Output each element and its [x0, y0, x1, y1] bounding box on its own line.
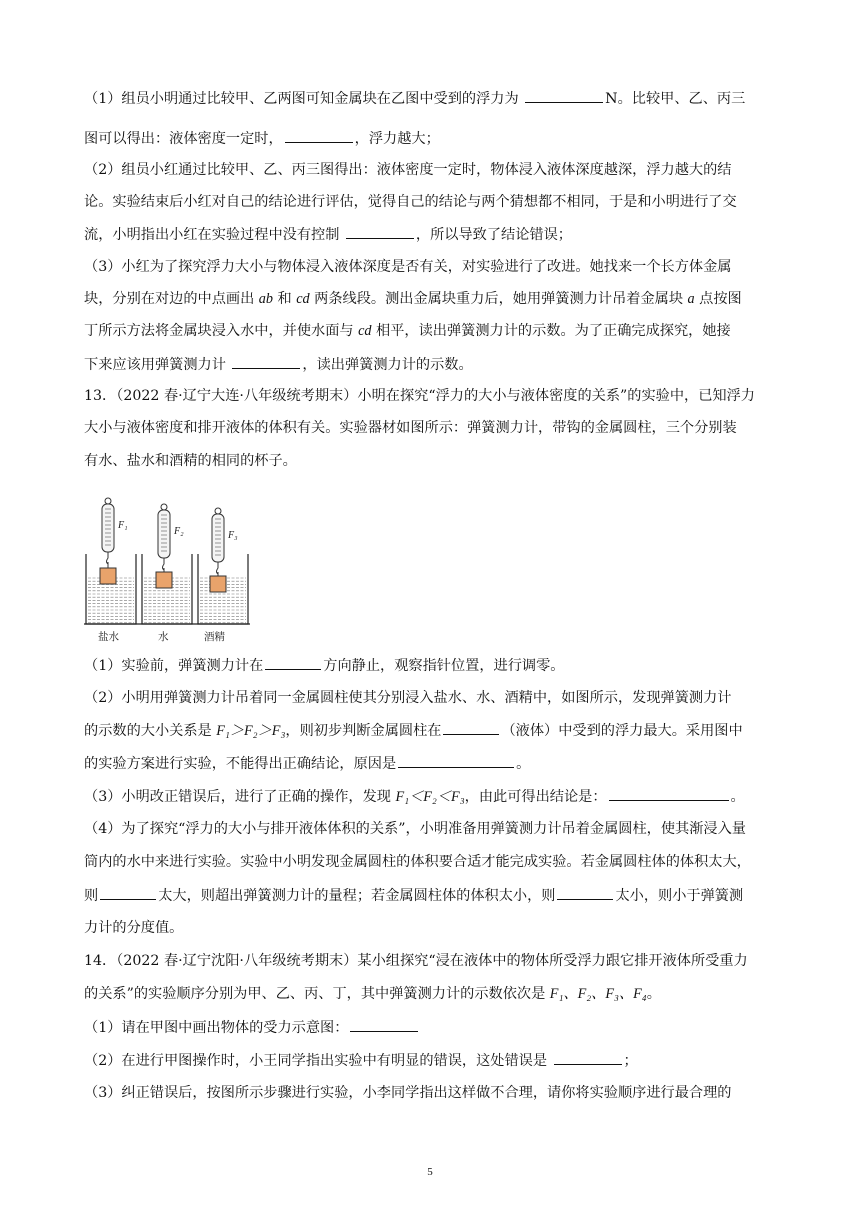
- text-line: [84, 418, 737, 438]
- text: （1）实验前，弹簧测力计在: [84, 658, 264, 674]
- force-label: F₃: [228, 530, 238, 541]
- text: （3）小红为了探究浮力大小与物体浸入液体深度是否有关，对实验进行了改进。她找来一个长方体金属: [84, 259, 732, 275]
- answer-blank[interactable]: [554, 1050, 622, 1065]
- label-saltwater: 盐水: [98, 631, 119, 642]
- answer-blank[interactable]: [232, 354, 300, 369]
- text: 的实验方案进行实验，不能得出正确结论，原因是: [84, 756, 397, 772]
- answer-blank[interactable]: [100, 885, 156, 900]
- text: 论。实验结束后小红对自己的结论进行评估，觉得自己的结论与两个猜想都不相同，于是和小明进行了交: [84, 194, 737, 210]
- spring-scale-figure: [84, 492, 254, 642]
- text-line: [84, 688, 731, 708]
- text-line: [84, 321, 731, 341]
- text: 力计的分度值。: [84, 920, 184, 936]
- text: 。: [646, 986, 661, 1002]
- text-line: [84, 852, 751, 872]
- text: ，所以导致了结论错误；: [415, 227, 572, 243]
- text-line: [84, 786, 745, 807]
- text-line: [84, 984, 661, 1004]
- text: 。: [730, 789, 745, 805]
- text: 和: [277, 291, 292, 307]
- text-line: [84, 224, 572, 245]
- text-line: [84, 451, 297, 471]
- text: ；: [623, 1053, 638, 1069]
- text: ，则初步判断金属圆柱在: [285, 723, 442, 739]
- beaker: [142, 554, 192, 624]
- force-label: F₁: [118, 520, 128, 531]
- text: 太大，则超出弹簧测力计的量程；若金属圆柱体的体积太小，则: [158, 888, 556, 904]
- beaker: [86, 554, 136, 624]
- scale-ring-icon: [215, 508, 221, 514]
- text: 的示数的大小关系是: [84, 723, 212, 739]
- text-line: [84, 655, 564, 676]
- text: （2）小明用弹簧测力计吊着同一金属圆柱使其分别浸入盐水、水、酒精中，如图所示，发现弹簧测力计: [84, 690, 732, 706]
- answer-blank[interactable]: [525, 88, 603, 103]
- force-relation: F₁＜F₂＜F₃: [395, 789, 465, 805]
- force-list: F₁、F₂、F₃、F₄: [549, 986, 647, 1002]
- text-line: [84, 257, 731, 277]
- var-cd: cd: [358, 323, 372, 339]
- text: 块，分别在对边的中点画出: [84, 291, 255, 307]
- var-a: a: [687, 291, 695, 307]
- text-line: [84, 128, 440, 149]
- text: 下来应该用弹簧测力计: [84, 357, 226, 373]
- text: ，读出弹簧测力计的示数。: [302, 357, 473, 373]
- text-line: [84, 354, 473, 375]
- text: 筒内的水中来进行实验。实验中小明发现金属圆柱的体积要合适才能完成实验。若金属圆柱体的体积太大，: [84, 854, 751, 870]
- text: 13．（2022 春·辽宁大连·八年级统考期末）小明在探究“浮力的大小与液体密度的关系”的实验中，已知浮力: [84, 388, 755, 404]
- text: N。比较甲、乙、丙三: [605, 91, 746, 107]
- text-line: [84, 192, 737, 212]
- text: （1）请在甲图中画出物体的受力示意图：: [84, 1020, 349, 1036]
- text-line: [84, 1050, 638, 1071]
- var-cd: cd: [296, 291, 310, 307]
- text-line: [84, 885, 743, 906]
- text: 方向静止，观察指针位置，进行调零。: [323, 658, 565, 674]
- answer-blank[interactable]: [557, 885, 613, 900]
- text: （3）小明改正错误后，进行了正确的操作，发现: [84, 789, 391, 805]
- text: 流，小明指出小红在实验过程中没有控制: [84, 227, 340, 243]
- page-number: 5: [427, 1166, 433, 1178]
- text: 太小，则小于弹簧测: [615, 888, 744, 904]
- text: （2）在进行甲图操作时，小王同学指出实验中有明显的错误，这处错误是: [84, 1053, 548, 1069]
- text-line: [84, 289, 742, 309]
- var-ab: ab: [258, 291, 273, 307]
- answer-blank[interactable]: [346, 224, 414, 239]
- text: （1）组员小明通过比较甲、乙两图可知金属块在乙图中受到的浮力为: [84, 91, 519, 107]
- text: 则: [84, 888, 99, 904]
- text-line: [84, 88, 745, 109]
- text: 大小与液体密度和排开液体的体积有关。实验器材如图所示：弹簧测力计，带钩的金属圆柱，三个分别装: [84, 420, 737, 436]
- answer-blank[interactable]: [285, 128, 353, 143]
- text-line: [84, 1083, 731, 1103]
- text: （2）组员小红通过比较甲、乙、丙三图得出：液体密度一定时，物体浸入液体深度越深，浮力越大的结: [84, 162, 732, 178]
- text: 。: [516, 756, 531, 772]
- text: ，由此可得出结论是：: [464, 789, 607, 805]
- question-14-title: [84, 951, 748, 971]
- text-line: [84, 160, 731, 180]
- text-line: [84, 753, 530, 774]
- text: ，浮力越大；: [354, 131, 440, 147]
- scale-ring-icon: [105, 498, 111, 504]
- text: （4）为了探究“浮力的大小与排开液体体积的关系”，小明准备用弹簧测力计吊着金属圆柱，使其渐浸入量: [84, 821, 746, 837]
- text: 图可以得出：液体密度一定时，: [84, 131, 283, 147]
- text: 点按图: [699, 291, 742, 307]
- answer-blank[interactable]: [609, 786, 729, 801]
- text: （液体）中受到的浮力最大。采用图中: [501, 723, 743, 739]
- text-line: [84, 1017, 420, 1038]
- answer-blank[interactable]: [265, 655, 321, 670]
- text: 14．（2022 春·辽宁沈阳·八年级统考期末）某小组探究“浸在液体中的物体所受浮力跟它排开液体所受重力: [84, 953, 748, 969]
- text-line: [84, 720, 743, 741]
- force-label: F₂: [174, 526, 184, 537]
- text: 丁所示方法将金属块浸入水中，并使水面与: [84, 323, 354, 339]
- answer-blank[interactable]: [350, 1017, 418, 1032]
- text: 有水、盐水和酒精的相同的杯子。: [84, 453, 297, 469]
- answer-blank[interactable]: [443, 720, 499, 735]
- text: 两条线段。测出金属块重力后，她用弹簧测力计吊着金属块: [314, 291, 684, 307]
- metal-cylinder: [210, 576, 226, 592]
- text: （3）纠正错误后，按图所示步骤进行实验，小李同学指出这样做不合理，请你将实验顺序进行最合理的: [84, 1085, 732, 1101]
- answer-blank[interactable]: [398, 753, 514, 768]
- question-13-title: [84, 386, 755, 406]
- force-relation: F₁＞F₂＞F₃: [216, 723, 286, 739]
- label-water: 水: [158, 631, 169, 642]
- scale-ring-icon: [161, 504, 167, 510]
- text: 相平，读出弹簧测力计的示数。为了正确完成探究，她接: [376, 323, 731, 339]
- label-alcohol: 酒精: [204, 631, 225, 642]
- text-line: [84, 918, 183, 938]
- text-line: [84, 819, 746, 839]
- text: 的关系”的实验顺序分别为甲、乙、丙、丁，其中弹簧测力计的示数依次是: [84, 986, 546, 1002]
- metal-cylinder: [156, 572, 172, 588]
- metal-cylinder: [100, 568, 116, 584]
